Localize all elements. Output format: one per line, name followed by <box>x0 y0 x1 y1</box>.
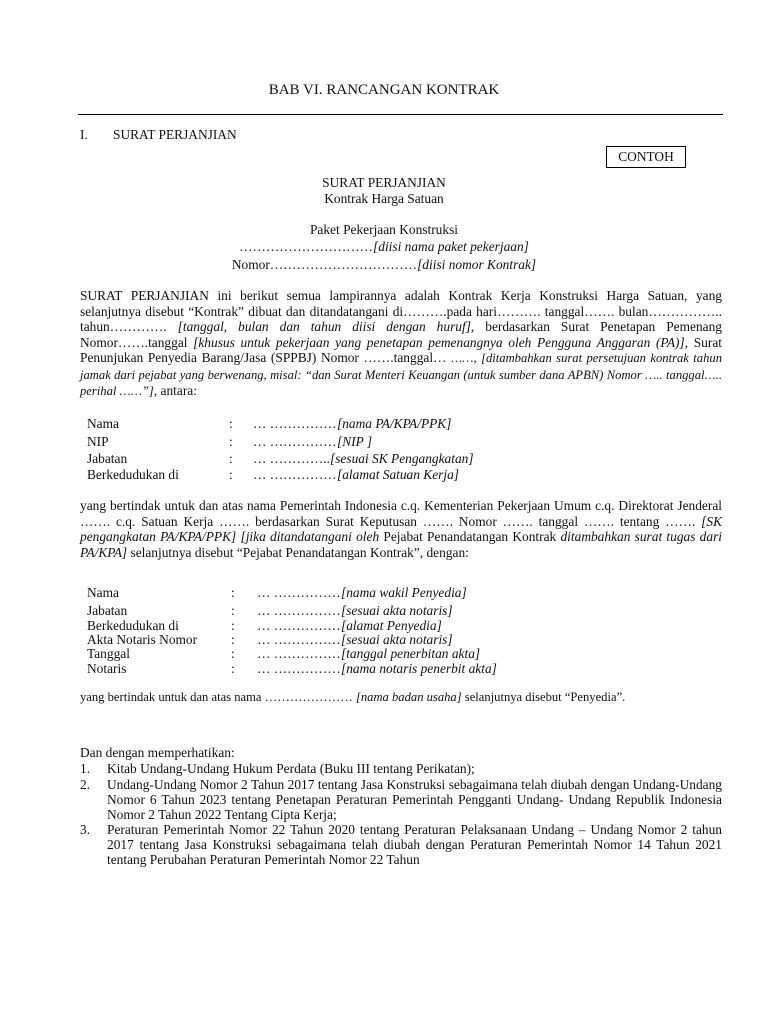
section-number: I. <box>80 127 88 142</box>
field-colon: : <box>231 618 235 633</box>
p2-text-e: selanjutnya disebut “Pejabat Penandatangan Kontrak”, dengan: <box>127 544 469 560</box>
field-dots: … …………… <box>257 603 341 618</box>
p1-ital-f: ……, [ditambahkan surat persetujuan kontrak tahun jamak dari pejabat yang berwenang, misal: “dan Surat Menteri Keuangan (untuk sumber dana APBN) Nomor ….. tanggal….. perihal ……”] <box>80 351 722 398</box>
field-label: Tanggal <box>87 646 130 661</box>
field-label: NIP <box>87 434 109 449</box>
title-divider <box>78 114 723 115</box>
field-dots: … …………… <box>253 434 337 449</box>
field-value: [alamat Penyedia] <box>341 618 442 633</box>
paragraph-party1-role <box>80 498 722 560</box>
p3-ital-b: [nama badan usaha] <box>355 690 462 704</box>
field-value: [NIP ] <box>337 434 373 449</box>
field-dots: … …………… <box>257 661 341 676</box>
paragraph-party2-role <box>80 690 625 705</box>
field-value: [tanggal penerbitan akta] <box>341 646 481 661</box>
field-label: Jabatan <box>87 603 128 618</box>
field-dots: … …………… <box>257 618 341 633</box>
p2-text-c: Pejabat Penandatangan Kontrak <box>379 529 561 544</box>
heading-contract-number <box>0 257 768 273</box>
field-label: Jabatan <box>87 451 128 466</box>
p2-text-a: yang bertindak untuk dan atas nama Pemerintah Indonesia c.q. Kementerian Pekerjaan Umum c.q. Direktorat Jenderal ……. c.q. Satuan Kerja ……. berdasarkan Surat Keputusan ……. Nomor ……. tanggal ……. tentang ……. <box>80 498 722 529</box>
field-colon: : <box>231 632 235 647</box>
field-value: [nama PA/KPA/PPK] <box>337 416 452 431</box>
p3-text-c: selanjutnya disebut “Penyedia”. <box>461 690 626 704</box>
field-label: Nama <box>87 585 119 600</box>
field-dots: … …………… <box>253 467 337 482</box>
field-dots: … …………… <box>257 632 341 647</box>
field-value: [sesuai SK Pengangkatan] <box>330 451 474 466</box>
heading-subtitle: Kontrak Harga Satuan <box>324 191 444 206</box>
p1-text-a: SURAT PERJANJIAN ini berikut semua lampirannya adalah Kontrak Kerja Konstruksi Harga Satuan, yang selanjutnya disebut “Kontrak” dibuat dan ditandatangani di……….pada hari………. tanggal……. bulan…………….. tahun…………. <box>80 288 722 334</box>
list-number: 1. <box>80 761 91 776</box>
field-value: [nama notaris penerbit akta] <box>341 661 497 676</box>
list-number: 3. <box>80 822 91 837</box>
considering-heading: Dan dengan memperhatikan: <box>80 745 235 760</box>
field-colon: : <box>231 603 235 618</box>
field-value: [sesuai akta notaris] <box>341 632 453 647</box>
heading-package-name <box>0 239 768 255</box>
heading-package: Paket Pekerjaan Konstruksi <box>309 222 458 237</box>
field-label: Akta Notaris Nomor <box>87 632 198 647</box>
field-colon: : <box>231 661 235 676</box>
field-dots: … …………… <box>257 585 341 600</box>
p1-ital-b: [tanggal, bulan dan tahun diisi dengan huruf] <box>177 319 471 334</box>
p3-text-a: yang bertindak untuk dan atas nama ………………… <box>80 690 356 704</box>
field-label: Nama <box>87 416 119 431</box>
p2-ital-d: ditambahkan surat tugas dari PA/KPA] <box>80 529 723 560</box>
field-value: [nama wakil Penyedia] <box>341 585 467 600</box>
paragraph-opening <box>80 288 722 400</box>
heading-title: SURAT PERJANJIAN <box>322 175 446 190</box>
contract-number-placeholder: [diisi nomor Kontrak] <box>417 257 537 272</box>
field-colon: : <box>229 434 233 449</box>
field-value: [alamat Satuan Kerja] <box>337 467 460 482</box>
field-colon: : <box>229 451 233 466</box>
list-number: 2. <box>80 777 91 792</box>
field-colon: : <box>231 585 235 600</box>
field-label: Berkedudukan di <box>87 467 179 482</box>
section-label: SURAT PERJANJIAN <box>113 127 237 142</box>
list-text: Undang-Undang Nomor 2 Tahun 2017 tentang Jasa Konstruksi sebagaimana telah diubah dengan Undang-Undang Nomor 6 Tahun 2023 tentang Penetapan Peraturan Pemerintah Pengganti Undang- Undang Republik Indonesia Nomor 2 Tahun 2022 Tentang Cipta Kerja; <box>107 777 722 822</box>
field-dots: … ………….. <box>253 451 330 466</box>
p1-text-e: , Surat Penunjukan Penyedia Barang/Jasa (SPPBJ) Nomor …….tanggal… <box>80 334 722 365</box>
field-dots: … …………… <box>253 416 337 431</box>
contract-number-label: Nomor…………………………… <box>231 257 418 272</box>
list-text: Kitab Undang-Undang Hukum Perdata (Buku III tentang Perikatan); <box>107 761 475 776</box>
p1-ital-d: [khusus untuk pekerjaan yang penetapan pemenangnya oleh Pengguna Anggaran (PA)] <box>193 334 685 350</box>
field-colon: : <box>229 416 233 431</box>
list-text: Peraturan Pemerintah Nomor 22 Tahun 2020 tentang Peraturan Pelaksanaan Undang – Undang Nomor 2 tahun 2017 tentang Jasa Konstruksi sebagaimana telah diubah dengan Peraturan Pemerintah Nomor 14 Tahun 2021 tentang Perubahan Peraturan Pemerintah Nomor 22 Tahun <box>107 822 722 867</box>
p2-ital-b: [SK pengangkatan PA/KPA/PPK] [jika ditandatangani oleh <box>80 513 722 544</box>
field-label: Berkedudukan di <box>87 618 179 633</box>
field-value: [sesuai akta notaris] <box>341 603 453 618</box>
package-dots: ………………………… <box>239 239 374 254</box>
p1-text-g: , antara: <box>153 383 197 398</box>
page-title: BAB VI. RANCANGAN KONTRAK <box>268 82 500 98</box>
field-dots: … …………… <box>257 646 341 661</box>
field-colon: : <box>231 646 235 661</box>
field-colon: : <box>229 467 233 482</box>
field-label: Notaris <box>87 661 127 676</box>
package-placeholder: [diisi nama paket pekerjaan] <box>373 239 529 254</box>
contoh-box: CONTOH <box>606 146 686 168</box>
p1-text-c: , berdasarkan Surat Penetapan Pemenang Nomor…….tanggal <box>80 319 722 350</box>
